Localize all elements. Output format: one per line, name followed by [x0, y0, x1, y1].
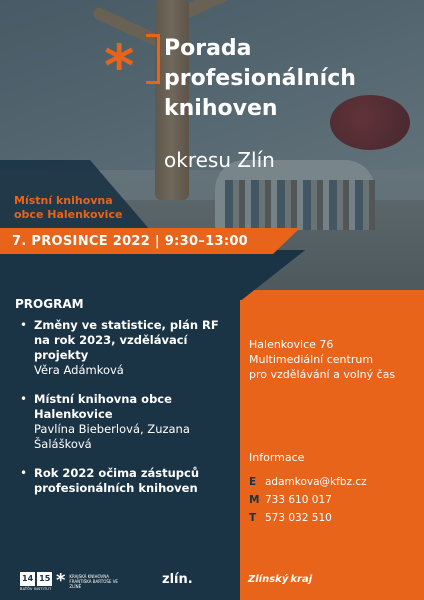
program-item [18, 392, 228, 452]
asterisk-icon: * [56, 570, 66, 591]
address: Halenkovice 76 Multimediální centrum pro vzdělávání a volný čas [249, 338, 396, 381]
page-title: Porada profesionálních knihoven [164, 36, 356, 121]
contact-email: E adamkova@kfbz.cz [249, 476, 367, 488]
contact-phone: T 573 032 510 [249, 512, 332, 524]
contact-list [249, 473, 367, 527]
event-date: 7. PROSINCE 2022 | 9:30–13:00 [12, 234, 249, 249]
email-link[interactable]: adamkova@kfbz.cz [265, 476, 367, 488]
bullet-icon: • [20, 466, 28, 480]
logo-1415-subtitle: BAŤŮV INSTITUT [20, 587, 52, 591]
program-item-title: Změny ve statistice, plán RF na rok 2023, vzdělávací projekty [34, 318, 219, 362]
program-item [18, 318, 228, 378]
logo-kfbz: * KRAJSKÁ KNIHOVNA FRANTIŠKA BARTOŠE VE ZLÍNĚ [56, 570, 118, 591]
program-item-speaker: Pavlína Bieberlová, Zuzana Šalášková [34, 422, 190, 451]
logo-1415: 14 15 [20, 572, 52, 586]
program-item-speaker: Věra Adámková [34, 363, 124, 377]
program-item-title: Místní knihovna obce Halenkovice [34, 392, 172, 421]
logo-zlin: zlín. [162, 572, 193, 587]
bullet-icon: • [20, 392, 28, 406]
info-heading: Informace [249, 451, 305, 464]
program-list [18, 318, 228, 510]
program-item-title: Rok 2022 očima zástupců profesionálních knihoven [34, 466, 200, 495]
bullet-icon: • [20, 318, 28, 332]
program-heading: PROGRAM [15, 297, 84, 311]
bracket-icon [146, 34, 160, 84]
venue-name: Místní knihovna obce Halenkovice [14, 194, 123, 221]
contact-mobile: M 733 610 017 [249, 494, 332, 506]
asterisk-icon: * [104, 32, 135, 100]
logo-zlinsky-kraj: Zlínský kraj [248, 574, 313, 585]
program-item [18, 466, 228, 496]
page-subtitle: okresu Zlín [164, 148, 275, 172]
